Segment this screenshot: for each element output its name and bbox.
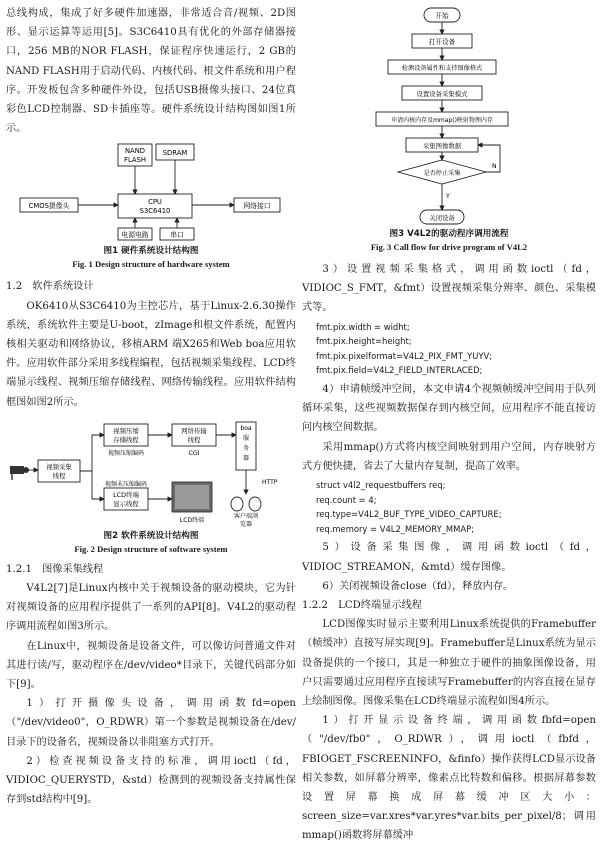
fig3-check: 检测设备属性和支持图像格式 — [401, 65, 483, 72]
code-line: struct v4l2_requestbuffers req; — [316, 480, 446, 490]
fig1-cpu-line1: CPU — [148, 198, 162, 207]
lcd-screen-icon — [172, 482, 212, 512]
v4l2-paragraph: V4L2[7]是Linux内核中关于视频设备的驱动模块，它为针对视频设备的应用程序提供了一系列的API[8]。V4L2的驱动程序调用流程如图3所示。 — [6, 583, 296, 633]
section-1-2-1-heading: 1.2.1 图像采集线程 — [6, 563, 104, 575]
code-line: fmt.pix.width = widht; — [316, 321, 410, 332]
step4-paragraph: 4）申请帧缓冲空间，本文申请4个视频帧缓冲空间用于队列循环采集，这些视频数据保存到内核空间，应用程序不能直接访问内核空间数据。 — [302, 383, 596, 434]
fig1-caption-en: Fig. 1 Design structure of hardware system — [72, 259, 230, 270]
fig1-cpu-line2: S3C6410 — [139, 207, 171, 216]
fig3-mode: 设置设备采集模式 — [416, 90, 468, 98]
fig3-mmap: 申请内核内存及mmap()映射物理内存 — [391, 117, 493, 124]
software-paragraph: OK6410从S3C6410为主控芯片，基于Linux-2.6.30操作系统，系统软件主要是U-boot，zImage和根文件系统，配置内核相关驱动和网络协议，移植ARM 端X265和Web boa应用软件。应用软件部分采用多线程编程，包括视频采集线程、LCD终端显示线程、视频压缩存储线程、网络传输线程。应用软件结构框图如图2所示。 — [6, 300, 296, 408]
fig2-uncompressed-label: 视频未压缩编码 — [104, 480, 148, 488]
intro-paragraph: 总线构成，集成了好多硬件加速器，非常适合音/视频、2D图形、显示运算等运用[5]。S3C6410具有优化的外部存储器接口，256 MB的NOR FLASH，保证程序快速运行，2 GB的NAND FLASH用于启动代码、内核代码、根文件系统和用户程序。开发板包含多种硬件外设，包括USB摄像头接口、24位真彩色LCD控制器、SD卡插座等。硬件系统设计结构图如图1所示。 — [6, 8, 296, 135]
fig2-lcdthr-line1: LCD终端 — [113, 490, 139, 499]
fig2-client-line2: 览器 — [239, 520, 253, 528]
code-line: fmt.pix.field=V4L2_FIELD_INTERLACED; — [316, 365, 483, 376]
code-line: fmt.pix.height=height; — [316, 336, 412, 347]
fig3-close: 关闭设备 — [429, 214, 455, 222]
fig3-caption-cn: 图3 V4L2的驱动程序调用流程 — [389, 229, 509, 239]
figure-3-flowchart — [302, 4, 596, 226]
step6-paragraph: 6）关闭视频设备close（fd），释放内存。 — [322, 580, 514, 592]
code-block-fmt — [302, 320, 596, 378]
code-line: fmt.pix.pixelformat=V4L2_PIX_FMT_YUYV; — [316, 350, 493, 361]
fig2-cgi: CGI — [188, 448, 200, 457]
lcd-step1-paragraph: 1）打开显示设备终端，调用函数fbfd=open（"/dev/fb0"，O_RDWR），调用ioctl（fbfd，FBIOGET_FSCREENINFO，&finfo）操作获得LCD显示设备相关参数，如屏幕分辨率，像素点比特数和偏移。根据屏幕参数设置屏幕换成屏幕缓冲区大小：screen_size=var.xres*var.yres*var.bits_per_pixel/8；调用mmap()函数将屏幕缓冲 — [302, 715, 596, 842]
fig1-serial: 串口 — [170, 231, 184, 240]
code-line: req.count = 4; — [316, 494, 377, 505]
step5-paragraph: 5）设备采集图像，调用函数ioctl（fd，VIDIOC_STREAMON，&mtd）缓存图像。 — [302, 542, 596, 573]
fig3-open: 打开设备 — [428, 38, 456, 46]
fig2-capture-line1: 视频采集 — [46, 462, 72, 471]
fig2-boa-line4: 器 — [242, 454, 250, 462]
fig2-client-line1: 客户端浏 — [233, 512, 259, 520]
fig1-nand-line2: FLASH — [124, 156, 146, 165]
fig2-boa-line1: boa — [240, 424, 252, 432]
fig3-capture: 采集图像数据 — [422, 142, 462, 150]
linux-device-paragraph: 在Linux中，视频设备是设备文件，可以像访问普通文件对其进行读/写，驱动程序在/dev/video*目录下，关键代码部分如下[9]。 — [6, 640, 296, 691]
fig2-lcd-label: LCD终端 — [179, 516, 205, 524]
code-line: req.memory = V4L2_MEMORY_MMAP; — [316, 523, 474, 534]
fig2-capture-line2: 线程 — [52, 471, 66, 480]
fig1-net: 网络接口 — [243, 202, 271, 211]
fig3-no: N — [492, 163, 497, 170]
figure-1-hardware-diagram — [6, 142, 296, 242]
section-1-2-2-heading: 1.2.2 LCD终端显示线程 — [302, 599, 422, 611]
step1-paragraph: 1）打开摄像头设备，调用函数fd=open（"/dev/video0"，O_RDWR）第一个参数是视频设备在/dev/目录下的设备名，视频设备以非阻塞方式打开。 — [6, 698, 296, 748]
fig3-stop: 是否停止采集 — [423, 170, 461, 177]
fig2-compress-line1: 视频压缩 — [113, 426, 139, 435]
fig3-caption-en: Fig. 3 Call flow for drive program of V4L2 — [370, 242, 528, 252]
lcd-paragraph: LCD图像实时显示主要利用Linux系统提供的Framebuffer（帧缓冲）直接写屏实现[9]。Framebuffer是Linux系统为显示设备提供的一个接口，其是一种独立于硬件的抽象图像设备，用户只需要通过应用程序直接读写Framebuffer的内容直接在显存上绘制图像。图像采集在LCD终端显示流程如图4所示。 — [302, 619, 596, 707]
fig2-http: HTTP — [262, 478, 278, 486]
right-column — [302, 4, 596, 846]
code-block-req — [302, 478, 596, 536]
fig2-boa-line2: 服 — [242, 434, 250, 442]
fig2-lcdthr-line2: 显示线程 — [113, 499, 139, 508]
section-1-2-heading: 1.2 软件系统设计 — [6, 281, 94, 293]
fig1-cmos: CMOS摄像头 — [28, 202, 70, 211]
fig1-nand-line1: NAND — [124, 147, 146, 156]
fig2-caption-en: Fig. 2 Design structure of software system — [74, 543, 228, 554]
step2-paragraph: 2）检查视频设备支持的标准，调用ioctl（fd，VIDIOC_QUERYSTD，&std）检测到的视频设备支持属性保存到std结构中[9]。 — [6, 755, 296, 806]
fig2-nettx-line1: 网络传输 — [181, 426, 207, 435]
fig3-start: 开始 — [435, 12, 449, 20]
fig3-yes: Y — [446, 193, 450, 200]
fig2-nettx-line2: 线程 — [187, 435, 201, 444]
mmap-paragraph: 采用mmap()方式将内核空间映射到用户空间，内存映射方式方便快捷，省去了大量内存复制，提高了效率。 — [302, 441, 596, 472]
left-column — [6, 4, 296, 809]
fig2-caption-cn: 图2 软件系统设计结构图 — [103, 530, 199, 541]
figure-2-software-diagram — [6, 416, 296, 528]
camera-icon — [10, 466, 29, 480]
step3-paragraph: 3）设置视频采集格式，调用函数ioctl（fd，VIDIOC_S_FMT，&fmt）设置视频采集分辨率、颜色、采集模式等。 — [302, 264, 596, 314]
fig2-compressed-label: 视频压缩编码 — [107, 449, 145, 457]
fig2-compress-line2: 存储线程 — [113, 435, 139, 444]
client-browser-icon — [231, 497, 261, 511]
fig1-caption-cn: 图1 硬件系统设计结构图 — [103, 246, 199, 257]
code-line: req.type=V4L2_BUF_TYPE_VIDEO_CAPTURE; — [316, 509, 502, 520]
fig1-power: 电源电路 — [121, 231, 149, 240]
fig2-boa-line3: 务 — [242, 444, 250, 452]
fig1-sdram: SDRAM — [162, 149, 188, 158]
